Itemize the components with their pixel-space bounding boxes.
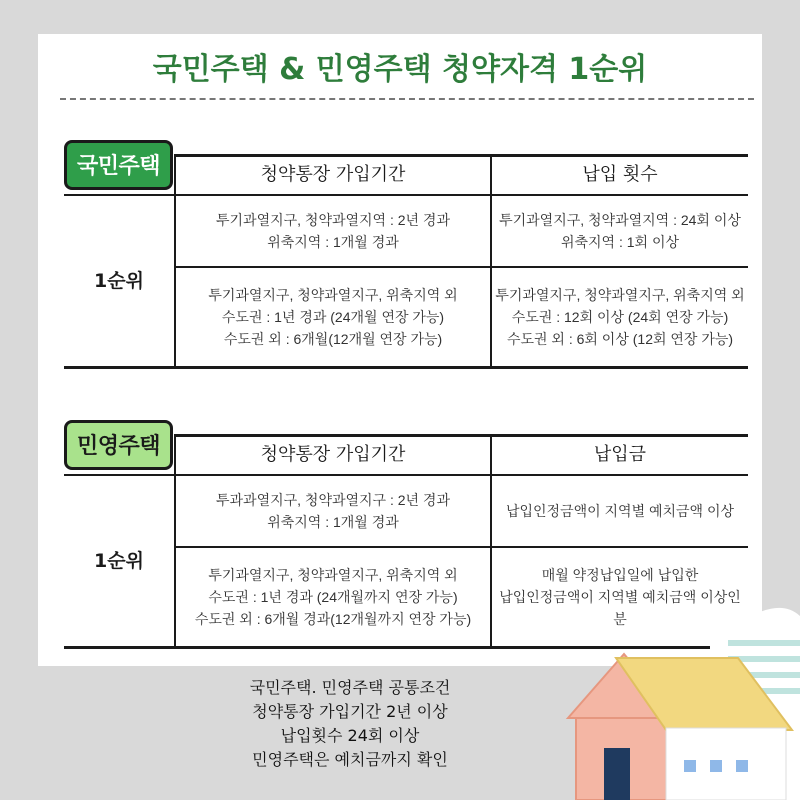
deposit-cell <box>492 476 748 546</box>
header-deposit: 납입금 <box>593 444 647 465</box>
house-window <box>684 760 696 772</box>
stripe <box>728 640 800 646</box>
note-line: 청약통장 가입기간 2년 이상 <box>252 702 448 721</box>
cell-line: 수도권 외 : 6회 이상 (12회 연장 가능) <box>506 331 734 347</box>
cell-line: 투기과열지구, 청약과열지역 : 24회 이상 <box>499 212 741 228</box>
national-housing-table <box>64 150 748 372</box>
info-card <box>38 34 762 666</box>
period-cell <box>176 548 490 646</box>
cell-line: 위축지역 : 1회 이상 <box>560 234 679 250</box>
cell-line: 투기과열지구, 청약과열지역 : 2년 경과 <box>216 212 450 228</box>
period-cell <box>176 196 490 266</box>
cell-line: 납입인정금액이 지역별 예치금액 이상인 분 <box>499 589 741 627</box>
note-line: 민영주택은 예치금까지 확인 <box>252 750 448 769</box>
table-bottom-border <box>64 366 748 369</box>
national-housing-tag: 국민주택 <box>64 140 173 190</box>
header-subscription-period: 청약통장 가입기간 <box>260 164 406 185</box>
cell-line: 수도권 : 1년 경과 (24개월까지 연장 가능) <box>208 589 458 605</box>
note-line: 납입횟수 24회 이상 <box>280 726 420 745</box>
cell-line: 투기과열지구, 청약과열지구, 위축지역 외 <box>495 287 745 303</box>
cell-line: 수도권 : 1년 경과 (24개월 연장 가능) <box>221 309 445 325</box>
cell-line: 위축지역 : 1개월 경과 <box>267 514 399 530</box>
cell-line: 위축지역 : 1개월 경과 <box>267 234 399 250</box>
cell-line: 투기과열지구, 청약과열지구, 위축지역 외 <box>208 567 458 583</box>
cell-line: 수도권 외 : 6개월(12개월 연장 가능) <box>223 331 443 347</box>
cell-line: 납입인정금액이 지역별 예치금액 이상 <box>505 503 735 519</box>
rank-label: 1순위 <box>94 270 144 292</box>
house-icon <box>560 600 800 800</box>
house-door <box>604 748 630 800</box>
period-cell <box>176 268 490 366</box>
header-subscription-period: 청약통장 가입기간 <box>260 444 406 465</box>
header-payment-count: 납입 횟수 <box>582 164 658 185</box>
rank-label: 1순위 <box>94 550 144 572</box>
count-cell <box>492 268 748 366</box>
cell-line: 투기과열지구, 청약과열지구, 위축지역 외 <box>208 287 458 303</box>
common-conditions-note <box>150 676 550 772</box>
house-window <box>736 760 748 772</box>
note-line: 국민주택. 민영주택 공통조건 <box>249 678 451 697</box>
page-title: 국민주택 & 민영주택 청약자격 1순위 <box>152 52 648 87</box>
private-housing-tag: 민영주택 <box>64 420 173 470</box>
cell-line: 투과과열지구, 청약과열지구 : 2년 경과 <box>216 492 450 508</box>
house-window <box>710 760 722 772</box>
dashed-divider <box>60 98 754 100</box>
period-cell <box>176 476 490 546</box>
cell-line: 매월 약정납입일에 납입한 <box>541 567 699 583</box>
count-cell <box>492 196 748 266</box>
cell-line: 수도권 외 : 6개월 경과(12개월까지 연장 가능) <box>194 611 472 627</box>
cell-line: 수도권 : 12회 이상 (24회 연장 가능) <box>511 309 729 325</box>
